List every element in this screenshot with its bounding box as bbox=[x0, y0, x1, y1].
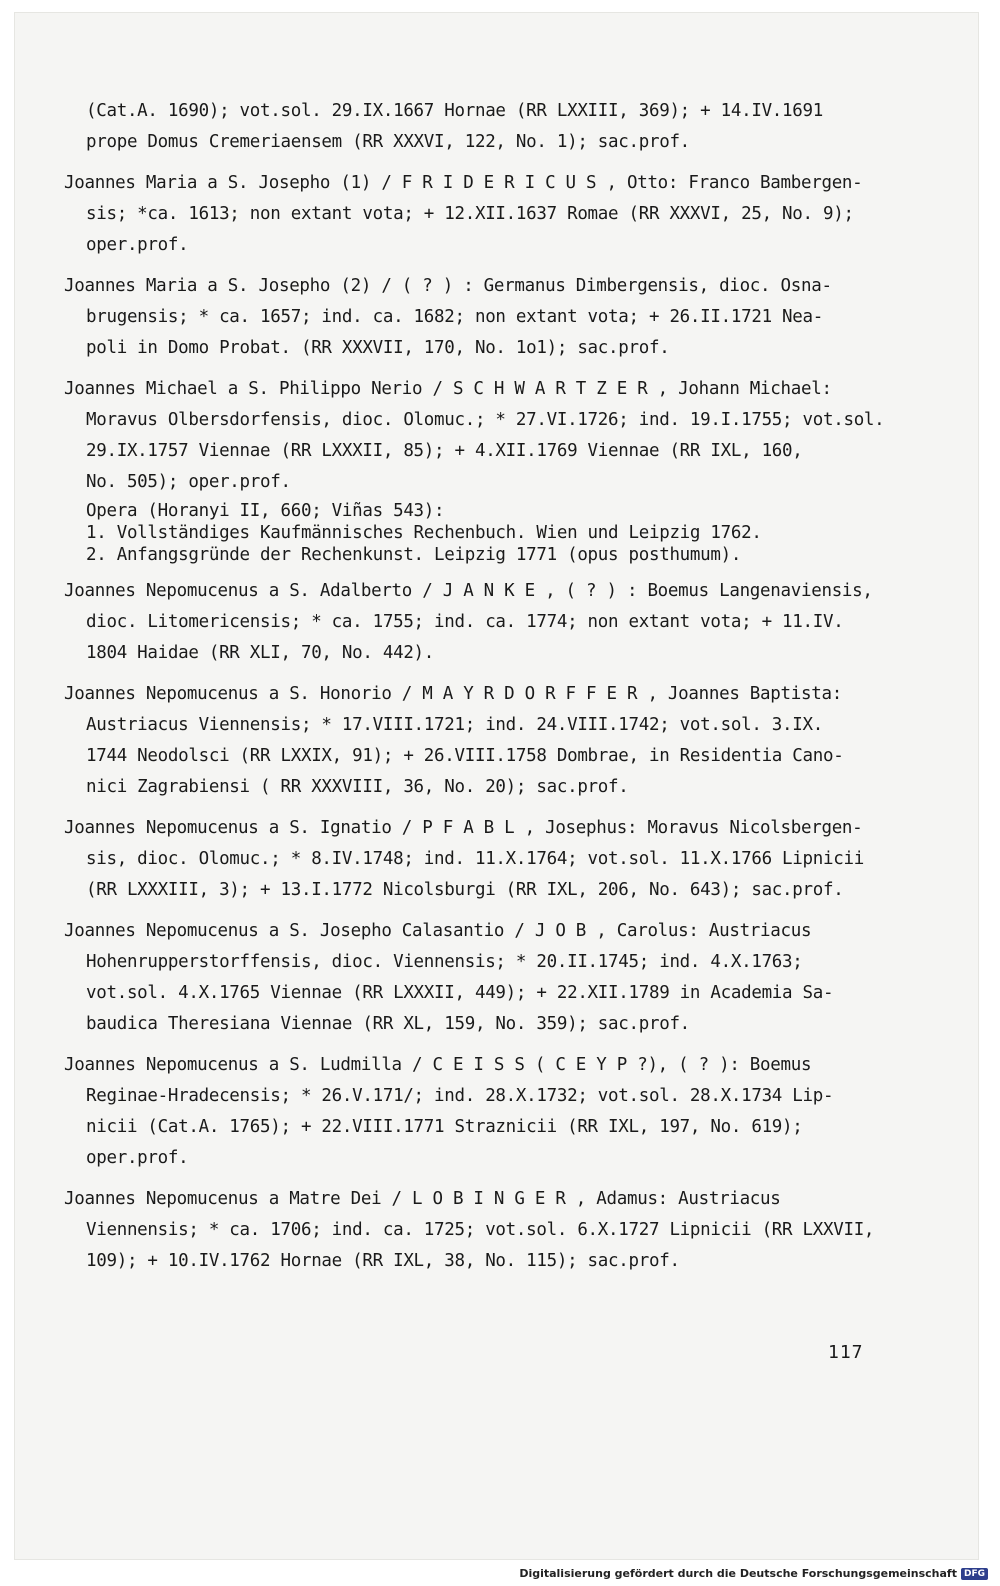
register-entry bbox=[64, 271, 894, 364]
entry-line: sis, dioc. Olomuc.; * 8.IV.1748; ind. 11.X.1764; vot.sol. 11.X.1766 Lipnicii bbox=[86, 849, 864, 869]
entry-line: 1744 Neodolsci (RR LXXIX, 91); + 26.VIII.1758 Dombrae, in Residentia Cano- bbox=[86, 746, 844, 766]
document-body bbox=[64, 96, 894, 1287]
entry-heading-line: Joannes Maria a S. Josepho (1) / F R I D E R I C U S , Otto: Franco Bambergen- bbox=[64, 173, 863, 193]
entry-heading-line: Joannes Michael a S. Philippo Nerio / S C H W A R T Z E R , Johann Michael: bbox=[64, 379, 832, 399]
page-number: 117 bbox=[828, 1342, 864, 1363]
register-entry bbox=[64, 1184, 894, 1277]
opera-item: 2. Anfangsgründe der Rechenkunst. Leipzig 1771 (opus posthumum). bbox=[86, 545, 742, 565]
entry-line: (Cat.A. 1690); vot.sol. 29.IX.1667 Hornae (RR LXXIII, 369); + 14.IV.1691 bbox=[86, 101, 823, 121]
entry-line: brugensis; * ca. 1657; ind. ca. 1682; non extant vota; + 26.II.1721 Nea- bbox=[86, 307, 823, 327]
register-entry bbox=[64, 96, 894, 158]
entry-heading-line: Joannes Nepomucenus a S. Ludmilla / C E I S S ( C E Y P ?), ( ? ): Boemus bbox=[64, 1055, 812, 1075]
entry-heading-line: Joannes Nepomucenus a S. Adalberto / J A N K E , ( ? ) : Boemus Langenaviensis, bbox=[64, 581, 873, 601]
entry-line: Hohenrupperstorffensis, dioc. Viennensis; * 20.II.1745; ind. 4.X.1763; bbox=[86, 952, 803, 972]
opera-item: 1. Vollständiges Kaufmännisches Rechenbuch. Wien und Leipzig 1762. bbox=[86, 523, 762, 543]
entry-line: poli in Domo Probat. (RR XXXVII, 170, No. 1o1); sac.prof. bbox=[86, 338, 670, 358]
entry-line: (RR LXXXIII, 3); + 13.I.1772 Nicolsburgi (RR IXL, 206, No. 643); sac.prof. bbox=[86, 880, 844, 900]
entry-line: sis; *ca. 1613; non extant vota; + 12.XII.1637 Romae (RR XXXVI, 25, No. 9); bbox=[86, 204, 854, 224]
opera-heading: Opera (Horanyi II, 660; Viñas 543): bbox=[86, 501, 445, 521]
register-entry bbox=[64, 168, 894, 261]
register-entry bbox=[64, 679, 894, 803]
entry-line: Moravus Olbersdorfensis, dioc. Olomuc.; * 27.VI.1726; ind. 19.I.1755; vot.sol. bbox=[86, 410, 885, 430]
footer-attribution bbox=[519, 1567, 988, 1580]
entry-line: vot.sol. 4.X.1765 Viennae (RR LXXXII, 449); + 22.XII.1789 in Academia Sa- bbox=[86, 983, 834, 1003]
register-entry bbox=[64, 813, 894, 906]
entry-line: 1804 Haidae (RR XLI, 70, No. 442). bbox=[86, 643, 435, 663]
entry-line: prope Domus Cremeriaensem (RR XXXVI, 122, No. 1); sac.prof. bbox=[86, 132, 690, 152]
register-entry bbox=[64, 1050, 894, 1174]
entry-heading-line: Joannes Maria a S. Josepho (2) / ( ? ) : Germanus Dimbergensis, dioc. Osna- bbox=[64, 276, 832, 296]
entry-line: nici Zagrabiensi ( RR XXXVIII, 36, No. 20); sac.prof. bbox=[86, 777, 629, 797]
register-entry bbox=[64, 916, 894, 1040]
entry-heading-line: Joannes Nepomucenus a S. Josepho Calasantio / J O B , Carolus: Austriacus bbox=[64, 921, 812, 941]
entry-line: 109); + 10.IV.1762 Hornae (RR IXL, 38, No. 115); sac.prof. bbox=[86, 1251, 680, 1271]
register-entry bbox=[64, 374, 894, 566]
entry-line: Reginae-Hradecensis; * 26.V.171/; ind. 28.X.1732; vot.sol. 28.X.1734 Lip- bbox=[86, 1086, 834, 1106]
entry-heading-line: Joannes Nepomucenus a S. Honorio / M A Y R D O R F F E R , Joannes Baptista: bbox=[64, 684, 842, 704]
entry-line: baudica Theresiana Viennae (RR XL, 159, No. 359); sac.prof. bbox=[86, 1014, 690, 1034]
dfg-logo: DFG bbox=[961, 1568, 988, 1580]
entry-heading-line: Joannes Nepomucenus a Matre Dei / L O B I N G E R , Adamus: Austriacus bbox=[64, 1189, 781, 1209]
entry-line: No. 505); oper.prof. bbox=[86, 472, 291, 492]
opera-list bbox=[64, 500, 894, 566]
footer-text: Digitalisierung gefördert durch die Deutsche Forschungsgemeinschaft bbox=[519, 1567, 957, 1580]
entry-line: oper.prof. bbox=[86, 1148, 189, 1168]
entry-line: oper.prof. bbox=[86, 235, 189, 255]
entry-line: Austriacus Viennensis; * 17.VIII.1721; ind. 24.VIII.1742; vot.sol. 3.IX. bbox=[86, 715, 823, 735]
entry-line: dioc. Litomericensis; * ca. 1755; ind. ca. 1774; non extant vota; + 11.IV. bbox=[86, 612, 844, 632]
entry-line: nicii (Cat.A. 1765); + 22.VIII.1771 Straznicii (RR IXL, 197, No. 619); bbox=[86, 1117, 803, 1137]
entry-heading-line: Joannes Nepomucenus a S. Ignatio / P F A B L , Josephus: Moravus Nicolsbergen- bbox=[64, 818, 863, 838]
register-entry bbox=[64, 576, 894, 669]
entry-line: 29.IX.1757 Viennae (RR LXXXII, 85); + 4.XII.1769 Viennae (RR IXL, 160, bbox=[86, 441, 803, 461]
entry-line: Viennensis; * ca. 1706; ind. ca. 1725; vot.sol. 6.X.1727 Lipnicii (RR LXXVII, bbox=[86, 1220, 875, 1240]
